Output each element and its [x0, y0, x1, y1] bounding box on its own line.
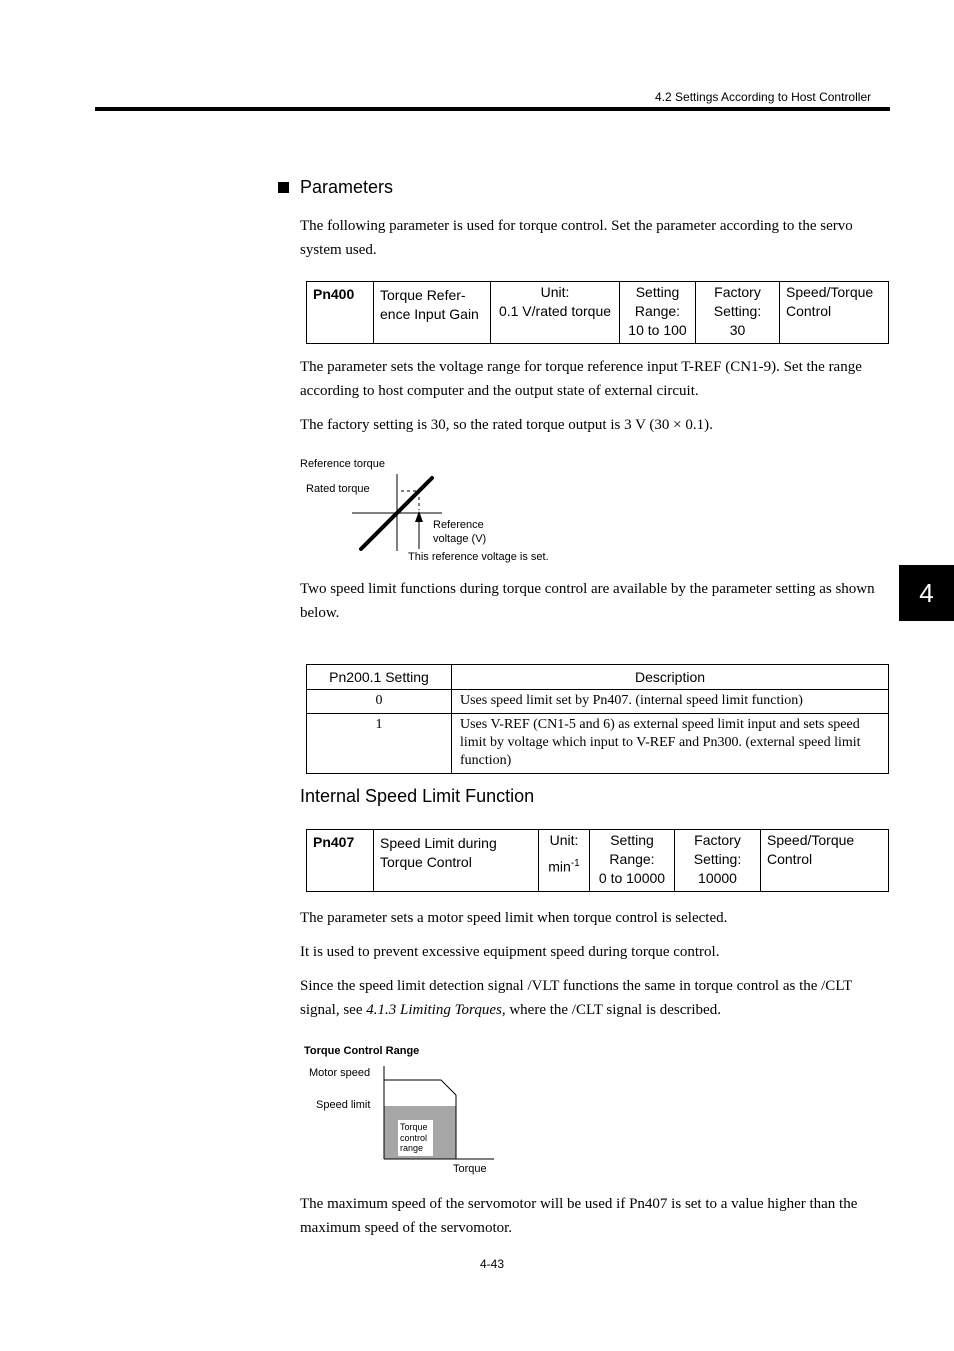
pn407-range	[590, 830, 675, 892]
pn407-factory-line1: Factory	[694, 832, 741, 848]
pn407-name	[374, 830, 539, 892]
pn400-factory-line1: Factory	[714, 284, 761, 300]
torque-control-range-diagram	[300, 1040, 600, 1182]
pn407-factory-line3: 10000	[698, 870, 737, 886]
pn407-name-line1: Speed Limit during	[380, 835, 497, 851]
table-row	[307, 714, 889, 774]
pn407-unit-base: min	[548, 858, 571, 875]
intro-paragraph: The following parameter is used for torque control. Set the parameter according to the servo system used.	[300, 218, 853, 258]
pn407-factory	[675, 830, 761, 892]
torque-reference-diagram	[295, 452, 595, 570]
pn407-factory-line2: Setting:	[693, 851, 742, 867]
pn400-code: Pn400	[307, 282, 374, 344]
pn407-table	[306, 829, 889, 892]
pn407-unit	[539, 830, 590, 892]
page-number: 4-43	[480, 1257, 505, 1271]
region-label-line3: range	[400, 1143, 424, 1153]
diagram1-y-label: Reference torque	[300, 458, 385, 470]
pn407-description: The parameter sets a motor speed limit when torque control is selected.	[300, 910, 728, 926]
pn407-range-line3: 0 to 10000	[598, 870, 666, 886]
diagram1-note: This reference voltage is set.	[408, 551, 549, 563]
pn407-mode	[761, 830, 889, 892]
pn407-unit-sup: -1	[570, 858, 580, 869]
pn400-range-line2: Range:	[634, 303, 681, 319]
speed-limit-paragraph: Two speed limit functions during torque control are available by the parameter setting as shown below.	[300, 581, 875, 621]
section-heading-parameters	[278, 177, 393, 198]
vlt-note-text: Since the speed limit detection signal /VLT functions the same in torque control as the /CLT signal, see	[300, 978, 852, 1018]
diagram2-x-label: Torque	[453, 1163, 487, 1175]
section-heading-internal-speed-limit: Internal Speed Limit Function	[300, 786, 535, 806]
pn400-unit-line1: Unit:	[540, 284, 570, 300]
pn407-range-line2: Range:	[609, 851, 655, 867]
header-rule	[95, 107, 890, 111]
setting-value: 1	[307, 714, 452, 774]
section-heading-text: Parameters	[300, 177, 394, 197]
table-row	[307, 690, 889, 714]
pn400-mode-line2: Control	[786, 303, 832, 319]
diagram1-x-label-line2: voltage (V)	[433, 533, 487, 545]
pn400-range	[620, 282, 696, 344]
pn407-unit-line1: Unit:	[549, 832, 579, 848]
pn400-factory-note: The factory setting is 30, so the rated torque output is 3 V (30 × 0.1).	[300, 417, 713, 433]
pn407-mode-line2: Control	[767, 851, 813, 867]
pn400-range-line1: Setting	[635, 284, 680, 300]
vlt-note-text-end: , where the /CLT signal is described.	[501, 1002, 721, 1018]
setting-description: Uses V-REF (CN1-5 and 6) as external speed limit input and sets speed limit by voltage which input to V-REF and Pn300. (external speed limit function)	[452, 714, 889, 774]
pn407-purpose: It is used to prevent excessive equipment speed during torque control.	[300, 944, 720, 960]
diagram1-x-label-line1: Reference	[433, 519, 484, 531]
pn200-settings-table	[306, 664, 889, 774]
final-paragraph: The maximum speed of the servomotor will be used if Pn407 is set to a value higher than the maximum speed of the servomotor.	[300, 1196, 858, 1236]
region-label-line2: control	[400, 1132, 428, 1143]
pn400-factory-line2: Setting:	[713, 303, 762, 319]
pn400-description: The parameter sets the voltage range for torque reference input T-REF (CN1-9). Set the range according to host computer and the output state of external circuit.	[300, 359, 862, 399]
pn400-mode-line1: Speed/Torque	[786, 284, 874, 300]
pn400-name-line1: Torque Refer-	[380, 287, 466, 303]
pn400-factory-line3: 30	[729, 322, 746, 338]
pn400-factory	[696, 282, 780, 344]
pn400-table	[306, 281, 889, 344]
setting-description: Uses speed limit set by Pn407. (internal speed limit function)	[452, 690, 889, 714]
chapter-tab: 4	[899, 565, 954, 621]
diagram2-limit-label: Speed limit	[316, 1099, 371, 1111]
diagram2-graph	[300, 1040, 600, 1182]
setting-value: 0	[307, 690, 452, 714]
pn400-name	[374, 282, 491, 344]
pn407-unit-value	[539, 854, 589, 877]
region-label-line1: Torque	[400, 1122, 428, 1132]
diagram2-y-label: Motor speed	[309, 1067, 371, 1079]
diagram1-rated-label: Rated torque	[306, 483, 370, 495]
pn407-range-line1: Setting	[610, 832, 654, 848]
pn400-unit	[491, 282, 620, 344]
running-header: 4.2 Settings According to Host Controller	[655, 90, 872, 104]
diagram2-title: Torque Control Range	[304, 1045, 420, 1057]
pn407-name-line2: Torque Control	[380, 854, 472, 870]
diagram2-limit-curve	[384, 1080, 456, 1095]
settings-col-setting: Pn200.1 Setting	[307, 665, 452, 690]
pn400-unit-line2: 0.1 V/rated torque	[498, 303, 612, 319]
pn400-range-line3: 10 to 100	[628, 322, 687, 338]
pn400-mode	[780, 282, 889, 344]
pn407-code: Pn407	[307, 830, 374, 892]
pn400-name-line2: ence Input Gain	[380, 306, 479, 322]
pn407-vlt-note	[300, 974, 890, 1022]
bullet-square-icon	[278, 182, 289, 193]
cross-reference: 4.1.3 Limiting Torques	[366, 1002, 502, 1018]
diagram2-region-label	[400, 1122, 428, 1154]
pn407-mode-line1: Speed/Torque	[767, 832, 855, 848]
settings-col-description: Description	[452, 665, 889, 690]
